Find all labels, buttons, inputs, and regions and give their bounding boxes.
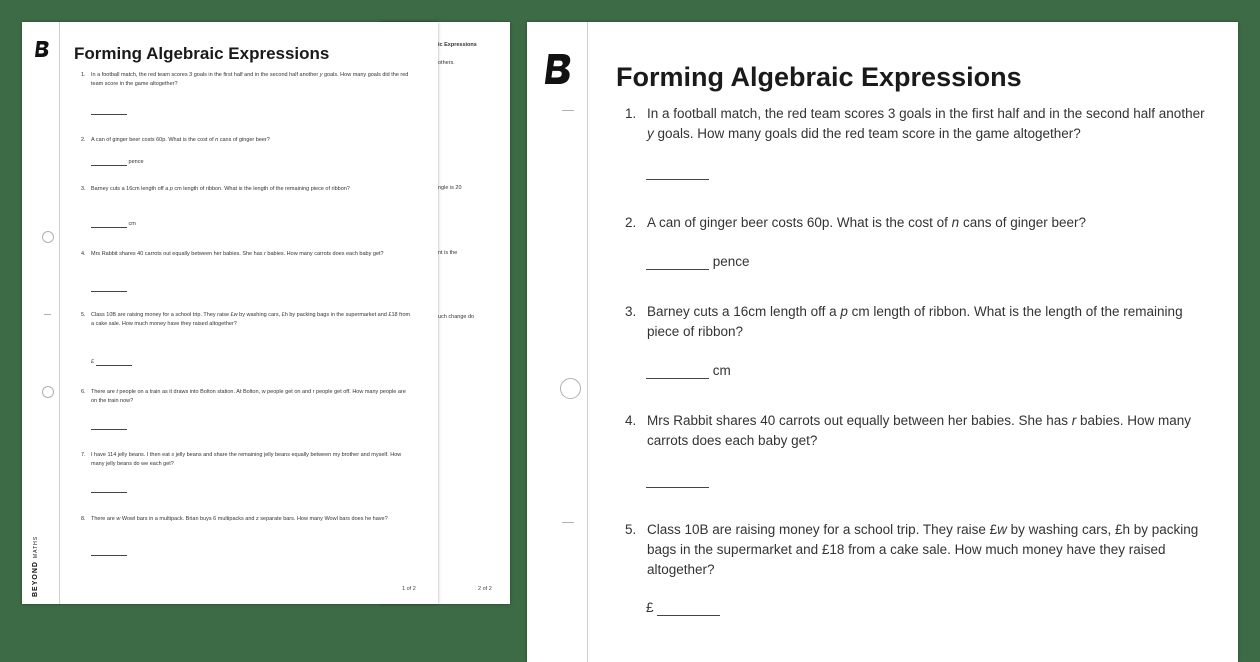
beyond-b-logo-icon — [34, 40, 50, 58]
back-page-fragment: nt is the — [438, 250, 458, 256]
answer-line — [91, 285, 127, 292]
answer-line — [91, 486, 127, 493]
answer-line: £ — [646, 600, 720, 616]
back-page-fragment: ngle is 20 — [438, 185, 462, 191]
page-number: 2 of 2 — [478, 586, 492, 592]
answer-line — [91, 549, 127, 556]
answer-line — [646, 164, 709, 180]
page-number: 1 of 2 — [402, 586, 416, 592]
back-page-fragment: uch change do — [438, 314, 475, 320]
punch-hole — [42, 386, 54, 398]
page-title: Forming Algebraic Expressions — [74, 44, 330, 63]
back-page-fragment: ic Expressions — [438, 42, 477, 48]
page-title: Forming Algebraic Expressions — [616, 62, 1022, 92]
answer-line: cm — [646, 363, 731, 379]
brand-vertical: BEYONDMATHS — [32, 535, 39, 597]
answer-line — [646, 472, 709, 488]
answer-line: £ — [91, 359, 132, 366]
answer-line: pence — [91, 159, 144, 166]
answer-line — [91, 423, 127, 430]
large-worksheet-page: Forming Algebraic Expressions 1. In a football match, the red team scores 3 goals in the first half and in the second half another y goals. How many goals did the red team score in the game altogether? 2. A can of ginger beer costs 60p. What is the cost of n cans of ginger beer? pence 3. Barney cuts a 16cm length off a p cm length of ribbon. What is the length of the remaining piece of ribbon? cm 4. Mrs Rabbit shares 40 carrots out equally between her babies. She has r babies. How many carrots does each baby get? 5. Class 10B are raising money for a school trip. They raise £w by washing cars, £h by packing bags in the supermarket and £18 from a cake sale. How much money have they raised altogether? £ — [527, 22, 1238, 662]
punch-hole — [560, 378, 581, 399]
answer-line — [91, 108, 127, 115]
back-page-fragment: others. — [438, 60, 455, 66]
answer-line: cm — [91, 221, 136, 228]
small-worksheet-page: Forming Algebraic Expressions 1. In a football match, the red team scores 3 goals in the first half and in the second half another y goals. How many goals did the red team score in the game altogether? 2. A can of ginger beer costs 60p. What is the cost of n cans of ginger beer? pence 3. Barney cuts a 16cm length off a p cm length of ribbon. What is the length of the remaining piece of ribbon? cm 4. Mrs Rabbit shares 40 carrots out equally between her babies. She has r babies. How many carrots does each baby get? 5. Class 10B are raising money for a school trip. They raise £w by washing cars, £h by packing bags in the supermarket and £18 from a cake sale. How much money have they raised altogether? £ 6. There are t people on a train as it draws into Bolton station. At Bolton, w people get on and r people get off. How many people are on the train now? 7. I have 114 jelly beans. I then eat s jelly beans and share the remaining jelly beans equally between my brother and myself. How many jelly beans do we each get? 8. There are w Wowl bars in a multipack. Brian buys 6 multipacks and z separate bars. How many Wowl bars does he have? BEYONDMATHS 1 of 2 — [22, 22, 438, 604]
answer-line: pence — [646, 254, 750, 270]
punch-hole — [42, 231, 54, 243]
beyond-b-logo-icon — [543, 52, 573, 86]
